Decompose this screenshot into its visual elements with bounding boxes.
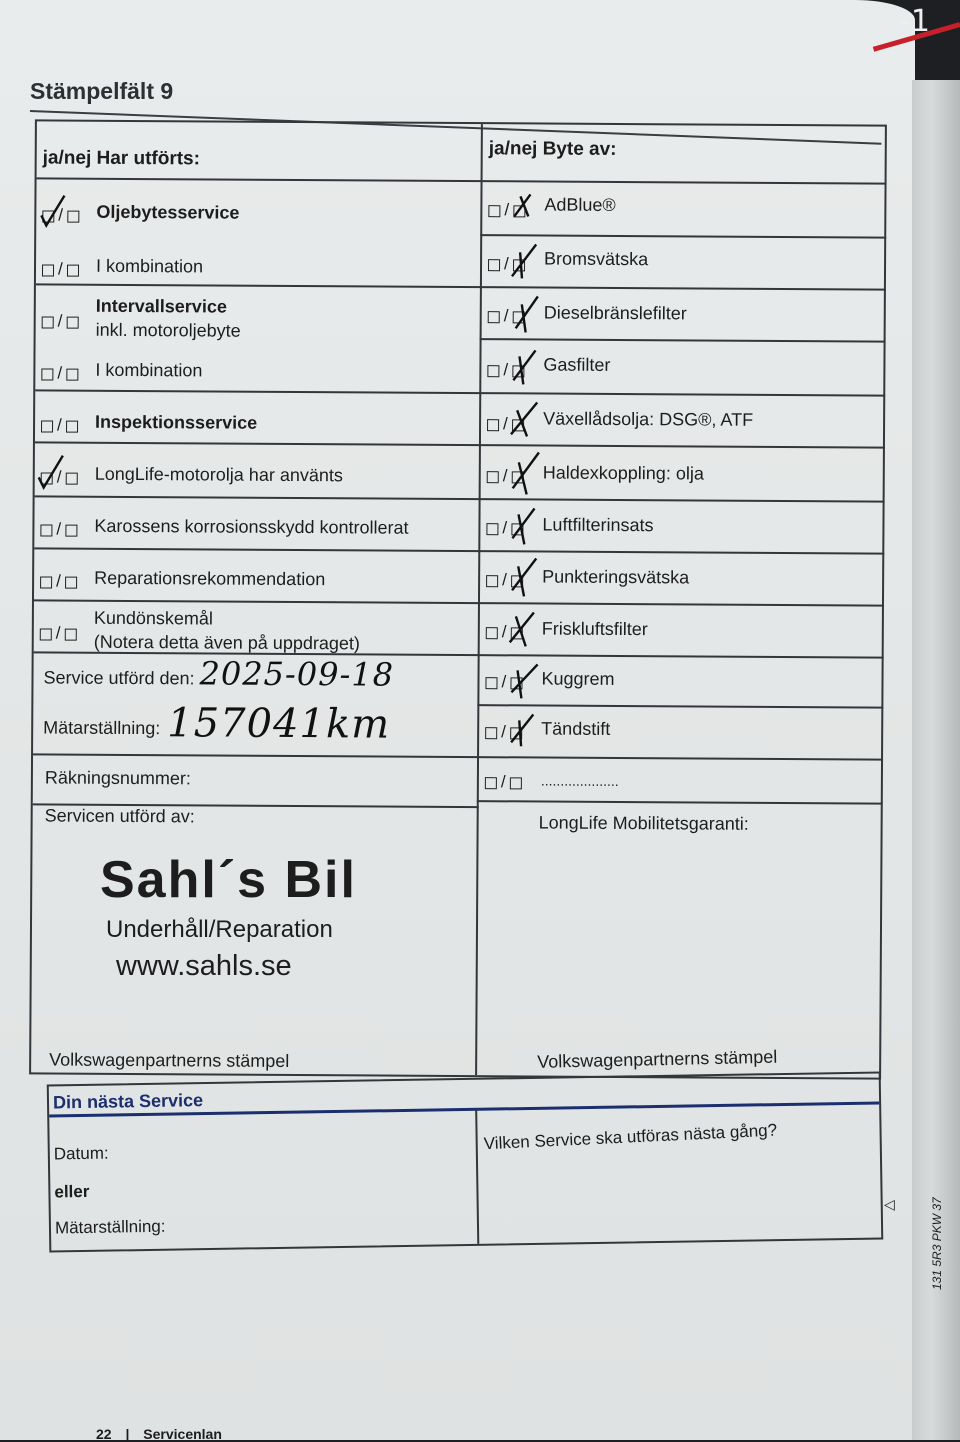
checkbox-pair[interactable]: / [488,306,525,326]
column-divider [475,124,483,1075]
arrow-left-icon: ◁ [884,1196,895,1212]
checkbox-pair[interactable]: / [485,722,522,742]
checkbox-pair[interactable]: / [486,570,523,590]
row-label: Växellådsolja: DSG®, ATF [543,408,754,430]
row-divider [35,389,481,394]
performed-by-label: Servicen utförd av: [44,805,195,827]
row-label: Karossens korrosionsskydd kontrollerat [94,515,409,538]
row-label: Kuggrem [541,668,615,689]
row-label: Tändstift [541,718,611,739]
row-sublabel: (Notera detta även på uppdraget) [93,631,360,654]
stamp-caption-right: Volkswagenpartnerns stämpel [536,1046,778,1072]
row-divider [35,495,481,500]
odometer-label: Mätarställning: [43,717,161,739]
row-label: Bromsvätska [544,248,649,270]
row-label: Inspektionsservice [95,411,258,433]
row-label: Intervallservice [95,295,227,317]
checkbox-pair[interactable]: / [42,259,79,279]
handwritten-check-icon [36,191,70,231]
row-divider [35,441,481,446]
checkbox-pair[interactable]: / [486,622,523,642]
handwritten-cross-marks [503,186,546,746]
invoice-number-label: Räkningsnummer: [44,767,192,789]
handwritten-check-icon [35,451,69,493]
corner-mark: -1 [900,4,930,39]
column-divider [475,1110,479,1244]
row-divider [37,177,483,182]
row-label: Gasfilter [543,354,611,375]
row-label: Punkteringsvätska [542,566,690,588]
checkbox-pair[interactable]: / [41,363,78,383]
vertical-print-code: 131 5R3 PKW 37 [930,1197,944,1290]
checkbox-pair[interactable]: / [487,414,524,434]
checkbox-pair[interactable]: / [40,519,77,539]
next-odometer-label: Mätarställning: [54,1216,166,1238]
next-service-table [47,1071,884,1252]
page-title: Stämpelfält 9 [30,78,174,104]
row-label: Reparationsrekommendation [94,567,326,590]
right-column-header: ja/nej Byte av: [488,138,617,160]
checkbox-pair[interactable]: / [486,518,523,538]
checkbox-pair[interactable]: / [488,254,525,274]
checkbox-pair[interactable]: / [40,571,77,591]
row-label: I kombination [95,255,204,277]
checkbox-pair[interactable]: / [41,415,78,435]
blank-entry-line[interactable]: .................... [540,772,619,789]
row-label: Kundönskemål [93,607,214,629]
odometer-handwritten[interactable]: 157041km [167,700,391,748]
row-label: LongLife-motorolja har använts [94,463,343,486]
mobility-guarantee-label: LongLife Mobilitetsgaranti: [538,812,749,834]
checkbox-pair[interactable]: / [40,623,77,643]
checkbox-pair[interactable]: / [488,200,525,220]
dealer-stamp-tagline: Underhåll/Reparation [106,916,333,943]
service-date-handwritten[interactable]: 2025-09-18 [199,654,395,694]
next-service-question: Vilken Service ska utföras nästa gång? [483,1120,778,1154]
page-footer: 22 | Servicenlan [96,1426,222,1442]
row-label: AdBlue® [544,194,616,215]
stamp-caption-left: Volkswagenpartnerns stämpel [49,1049,290,1071]
dealer-stamp-name: Sahl´s Bil [100,851,357,909]
row-sublabel: inkl. motoroljebyte [95,319,241,341]
dealer-stamp-website: www.sahls.se [116,950,292,982]
row-label: Dieselbränslefilter [543,302,687,324]
row-divider [34,599,480,604]
checkbox-pair[interactable]: / [41,467,78,487]
next-or-label: eller [54,1181,90,1202]
footer-section: Servicenlan [143,1426,222,1442]
checkbox-pair[interactable]: / [485,672,522,692]
row-label: Oljebytesservice [96,201,240,223]
service-date-label: Service utförd den: [43,667,195,689]
checkbox-pair-oil-change[interactable]: / [42,205,79,225]
row-divider [481,180,887,184]
next-date-label: Datum: [53,1143,109,1164]
row-divider [33,753,479,758]
checkbox-pair[interactable]: / [42,311,79,331]
row-divider [34,547,480,552]
checkbox-pair[interactable]: / [487,466,524,486]
row-divider [477,756,883,760]
row-label: Haldexkoppling: olja [542,462,704,484]
row-divider [477,800,883,804]
row-label: Friskluftsfilter [541,618,648,640]
next-service-title: Din nästa Service [52,1090,204,1113]
checkbox-pair[interactable]: / [485,772,522,792]
page-number: 22 [96,1426,112,1442]
row-label: Luftfilterinsats [542,514,654,536]
checkbox-pair[interactable]: / [487,360,524,380]
row-label: I kombination [95,359,203,381]
row-divider [36,283,482,288]
left-column-header: ja/nej Har utförts: [42,147,201,170]
